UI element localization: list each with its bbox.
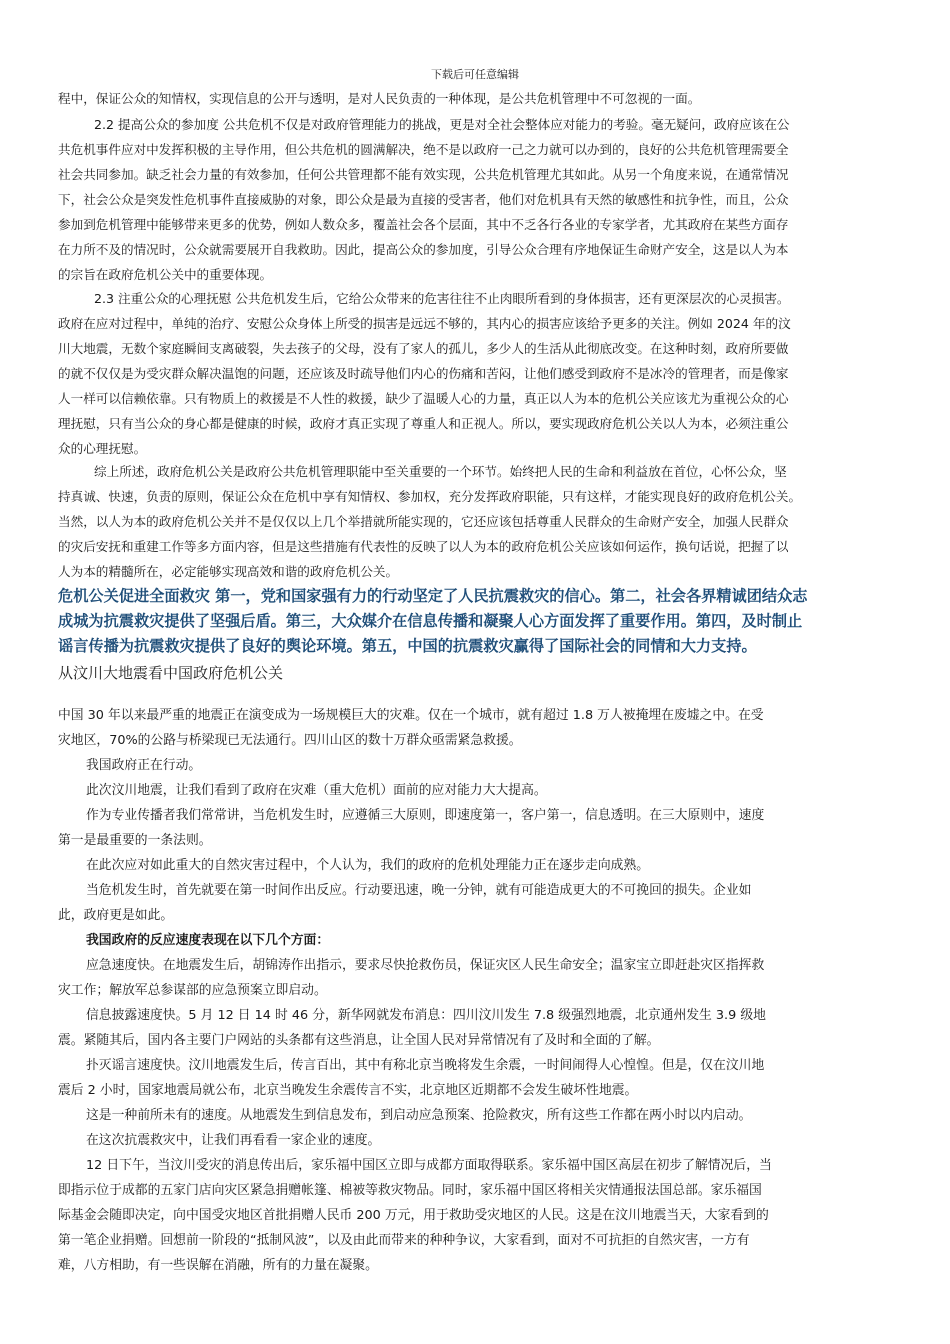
text-line: 2.2 提高公众的参加度 公共危机不仅是对政府管理能力的挑战，更是对全社会整体应对能力的考验。毫无疑问，政府应该在公	[94, 117, 790, 132]
paragraph-psychological-comfort	[58, 289, 791, 459]
paragraph	[58, 703, 764, 753]
text-line: 众的心理抚慰。	[58, 441, 147, 456]
article-title: 从汶川大地震看中国政府危机公关	[58, 664, 284, 682]
text-line: 中国 30 年以来最严重的地震正在演变成为一场规模巨大的灾难。仅在一个城市，就有超过 1.8 万人被掩埋在废墟之中。在受	[58, 708, 764, 723]
page-header: 下载后可任意编辑	[431, 68, 519, 81]
text-line: 下，社会公众是突发性危机事件直接威胁的对象，即公众是最为直接的受害者，他们对危机具有天然的敏感性和抗争性，而且，公众	[58, 192, 789, 207]
text-line: 持真诚、快速，负责的原则，保证公众在危机中享有知情权、参加权，充分发挥政府职能，只有这样，才能实现良好的政府危机公关。	[58, 489, 802, 504]
text-line: 政府在应对过程中，单纯的治疗、安慰公众身体上所受的损害是远远不够的，其内心的损害应该给予更多的关注。例如 2024 年的汶	[58, 316, 791, 331]
text-line: 即指示位于成都的五家门店向灾区紧急捐赠帐篷、棉被等救灾物品。同时，家乐福中国区将相关灾情通报法国总部。家乐福国	[58, 1183, 762, 1198]
blue-heading	[58, 584, 807, 659]
text-line: 的就不仅仅是为受灾群众解决温饱的问题，还应该及时疏导他们内心的伤痛和苦闷，让他们感受到政府不是冰冷的管理者，而是像家	[58, 366, 789, 381]
paragraph	[58, 1003, 766, 1053]
paragraph-summary	[58, 462, 801, 582]
text-line: 当危机发生时，首先就要在第一时间作出反应。行动要迅速，晚一分钟，就有可能造成更大的不可挽回的损失。企业如	[86, 883, 752, 898]
paragraph	[58, 953, 764, 1003]
text-line: 的灾后安抚和重建工作等多方面内容，但是这些措施有代表性的反映了以人为本的政府危机公关应该如何运作，换句话说，把握了以	[58, 539, 789, 554]
paragraph-public-participation	[58, 115, 790, 285]
paragraph	[58, 803, 764, 853]
text-line: 共危机事件应对中发挥积极的主导作用，但公共危机的圆满解决，绝不是以政府一己之力就可以办到的，良好的公共危机管理需要全	[58, 142, 789, 157]
text-line: 际基金会随即决定，向中国受灾地区首批捐赠人民币 200 万元，用于救助受灾地区的人民。这是在汶川地震当天，大家看到的	[58, 1208, 769, 1223]
paragraph: 我国政府正在行动。	[86, 758, 202, 773]
text-line: 扑灭谣言速度快。汶川地震发生后，传言百出，其中有称北京当晚将发生余震，一时间闹得人心惶惶。但是，仅在汶川地	[86, 1058, 765, 1073]
heading-line: 谣言传播为抗震救灾提供了良好的舆论环境。第五，中国的抗震救灾赢得了国际社会的同情和大力支持。	[58, 637, 757, 655]
paragraph: 在这次抗震救灾中，让我们再看看一家企业的速度。	[86, 1133, 381, 1148]
text-line: 参加到危机管理中能够带来更多的优势，例如人数众多，覆盖社会各个层面，其中不乏各行各业的专家学者，尤其政府在某些方面存	[58, 217, 789, 232]
bold-subheading: 我国政府的反应速度表现在以下几个方面：	[86, 933, 330, 948]
text-line: 此，政府更是如此。	[58, 908, 174, 923]
text-line: 程中，保证公众的知情权，实现信息的公开与透明，是对人民负责的一种体现，是公共危机管理中不可忽视的一面。	[58, 91, 701, 106]
text-line: 川大地震，无数个家庭瞬间支离破裂，失去孩子的父母，没有了家人的孤儿，多少人的生活从此彻底改变。在这种时刻，政府所要做	[58, 341, 789, 356]
paragraph-carrefour	[58, 1153, 772, 1278]
paragraph	[58, 878, 751, 928]
text-line: 综上所述，政府危机公关是政府公共危机管理职能中至关重要的一个环节。始终把人民的生命和利益放在首位，心怀公众，坚	[94, 464, 787, 479]
text-line: 在力所不及的情况时，公众就需要展开自我救助。因此，提高公众的参加度，引导公众合理有序地保证生命财产安全，这是以人为本	[58, 242, 789, 257]
text-line: 难，八方相助，有一些误解在消融，所有的力量在凝聚。	[58, 1258, 378, 1273]
text-line: 灾地区，70%的公路与桥梁现已无法通行。四川山区的数十万群众亟需紧急救援。	[58, 733, 522, 748]
text-line: 应急速度快。在地震发生后，胡锦涛作出指示，要求尽快抢救伤员，保证灾区人民生命安全；温家宝立即赶赴灾区指挥救	[86, 958, 765, 973]
text-line: 第一是最重要的一条法则。	[58, 833, 212, 848]
text-line: 信息披露速度快。5 月 12 日 14 时 46 分，新华网就发布消息：四川汶川发生 7.8 级强烈地震，北京通州发生 3.9 级地	[86, 1008, 766, 1023]
text-line: 的宗旨在政府危机公关中的重要体现。	[58, 267, 273, 282]
text-line: 作为专业传播者我们常常讲，当危机发生时，应遵循三大原则，即速度第一，客户第一，信息透明。在三大原则中，速度	[86, 808, 765, 823]
text-line: 社会共同参加。缺乏社会力量的有效参加，任何公共管理都不能有效实现，公共危机管理尤其如此。从另一个角度来说，在通常情况	[58, 167, 789, 182]
text-line: 灾工作；解放军总参谋部的应急预案立即启动。	[58, 983, 327, 998]
paragraph	[58, 1053, 764, 1103]
heading-line: 危机公关促进全面救灾 第一，党和国家强有力的行动坚定了人民抗震救灾的信心。第二，社会各界精诚团结众志	[58, 587, 808, 605]
text-line: 12 日下午，当汶川受灾的消息传出后，家乐福中国区立即与成都方面取得联系。家乐福中国区高层在初步了解情况后，当	[86, 1158, 772, 1173]
paragraph-continuation	[58, 89, 700, 109]
paragraph: 在此次应对如此重大的自然灾害过程中，个人认为，我们的政府的危机处理能力正在逐步走向成熟。	[86, 858, 650, 873]
text-line: 震后 2 小时，国家地震局就公布，北京当晚发生余震传言不实，北京地区近期都不会发生破坏性地震。	[58, 1083, 638, 1098]
text-line: 理抚慰，只有当公众的身心都是健康的时候，政府才真正实现了尊重人和正视人。所以，要实现政府危机公关以人为本，必须注重公	[58, 416, 789, 431]
text-line: 人为本的精髓所在，必定能够实现高效和谐的政府危机公关。	[58, 564, 399, 579]
text-line: 2.3 注重公众的心理抚慰 公共危机发生后，它给公众带来的危害往往不止肉眼所看到的身体损害，还有更深层次的心灵损害。	[94, 291, 790, 306]
text-line: 人一样可以信赖依靠。只有物质上的救援是不人性的救援，缺少了温暖人心的力量，真正以人为本的危机公关应该尤为重视公众的心	[58, 391, 789, 406]
text-line: 当然，以人为本的政府危机公关并不是仅仅以上几个举措就所能实现的，它还应该包括尊重人民群众的生命财产安全，加强人民群众	[58, 514, 789, 529]
text-line: 震。紧随其后，国内各主要门户网站的头条都有这些消息，让全国人民对异常情况有了及时和全面的了解。	[58, 1033, 660, 1048]
heading-line: 成城为抗震救灾提供了坚强后盾。第三，大众媒介在信息传播和凝聚人心方面发挥了重要作用。第四，及时制止	[58, 612, 803, 630]
paragraph: 此次汶川地震，让我们看到了政府在灾难（重大危机）面前的应对能力大大提高。	[86, 783, 547, 798]
text-line: 第一笔企业捐赠。回想前一阶段的“抵制风波”，以及由此而带来的种种争议，大家看到，面对不可抗拒的自然灾害，一方有	[58, 1233, 750, 1248]
paragraph: 这是一种前所未有的速度。从地震发生到信息发布，到启动应急预案、抢险救灾，所有这些工作都在两小时以内启动。	[86, 1108, 752, 1123]
